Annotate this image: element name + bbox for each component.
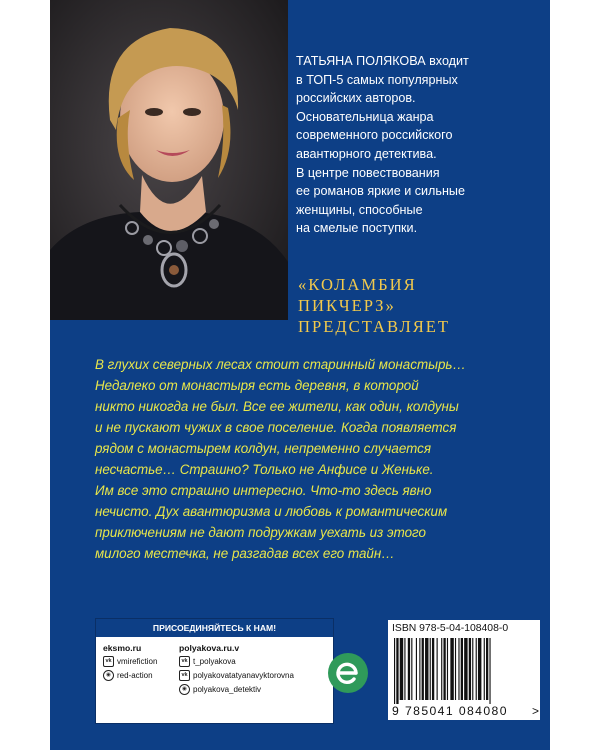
barcode-bar	[441, 638, 442, 700]
barcode-bar	[408, 638, 410, 700]
social-link[interactable]	[179, 669, 331, 682]
barcode-bar	[450, 638, 453, 700]
barcode-bar	[443, 638, 445, 700]
author-bio: ТАТЬЯНА ПОЛЯКОВА входит в ТОП-5 самых популярных российских авторов. Основательница жанра современного российского авантюрного детектива. В центре повествования ее романов яркие и сильные женщины, способные на смелые поступки.	[296, 54, 469, 236]
social-link-label: t_polyakova	[193, 657, 236, 666]
barcode-bar	[484, 638, 485, 700]
book-back-cover	[50, 0, 550, 750]
barcode-bar	[472, 638, 473, 700]
barcode-bar	[486, 638, 488, 700]
barcode-end-mark: >	[532, 704, 540, 718]
vk-icon: vk	[103, 656, 114, 667]
social-link[interactable]	[103, 669, 183, 682]
barcode-bar	[416, 638, 417, 700]
barcode-bar	[469, 638, 471, 700]
barcode-bar	[396, 638, 398, 704]
social-link[interactable]	[179, 655, 331, 668]
author-links	[179, 643, 331, 697]
barcode-bar	[400, 638, 403, 700]
barcode-bar	[447, 638, 448, 700]
isbn-barcode-block	[388, 620, 540, 720]
barcode-bar	[437, 638, 438, 700]
barcode-bar	[411, 638, 412, 700]
vk-icon: vk	[179, 656, 190, 667]
barcode-bar	[430, 638, 431, 700]
barcode-bar	[422, 638, 424, 700]
join-us-panel	[95, 618, 334, 724]
social-link-label: polyakovatatyanavyktorovna	[193, 671, 294, 680]
author-photo	[50, 0, 288, 320]
book-blurb: В глухих северных лесах стоит старинный монастырь… Недалеко от монастыря есть деревня, в которой никто никогда не был. Все ее жители, как один, колдуны и не пускают чужих в свое поселение. Когда появляется рядом с монастырем колдун, непременно случается несчастье… Страшно? Только не Анфисе и Женьке. Им все это страшно интересно. Что-то здесь явно нечисто. Дух авантюризма и любовь к романтическим приключениям не дают подружкам уехать из этого милого местечка, не разгадав всех его тайн…	[95, 357, 466, 561]
publisher-links	[103, 643, 183, 683]
isbn-number: ISBN 978-5-04-108408-0	[392, 623, 509, 634]
barcode-bar	[478, 638, 481, 700]
presents-heading: «КОЛАМБИЯ ПИКЧЕРЗ» ПРЕДСТАВЛЯЕТ	[298, 275, 451, 336]
social-link-label: vmirefiction	[117, 657, 158, 666]
barcode-bar	[419, 638, 420, 700]
instagram-icon: ◉	[179, 684, 190, 695]
barcode-bar	[404, 638, 405, 700]
social-link-label: polyakova_detektiv	[193, 685, 262, 694]
barcode-bar	[476, 638, 477, 700]
barcode-bar	[394, 638, 395, 704]
vk-icon: vk	[179, 670, 190, 681]
instagram-icon: ◉	[103, 670, 114, 681]
barcode-bar	[458, 638, 459, 700]
author-site-link[interactable]: polyakova.ru.v	[179, 643, 240, 653]
social-link[interactable]	[103, 655, 183, 668]
join-us-title: ПРИСОЕДИНЯЙТЕСЬ К НАМ!	[96, 619, 333, 637]
barcode-bar	[425, 638, 428, 700]
barcode-bars	[388, 636, 540, 704]
barcode-bar	[464, 638, 467, 700]
barcode-digits: 9 785041 084080	[392, 704, 508, 718]
eksmo-logo-icon	[327, 652, 369, 694]
social-link-label: red-action	[117, 671, 153, 680]
barcode-bar	[432, 638, 434, 700]
barcode-bar	[489, 638, 490, 704]
social-link[interactable]	[179, 683, 331, 696]
barcode-bar	[461, 638, 463, 700]
barcode-bar	[455, 638, 456, 700]
publisher-site-link[interactable]: eksmo.ru	[103, 643, 142, 653]
